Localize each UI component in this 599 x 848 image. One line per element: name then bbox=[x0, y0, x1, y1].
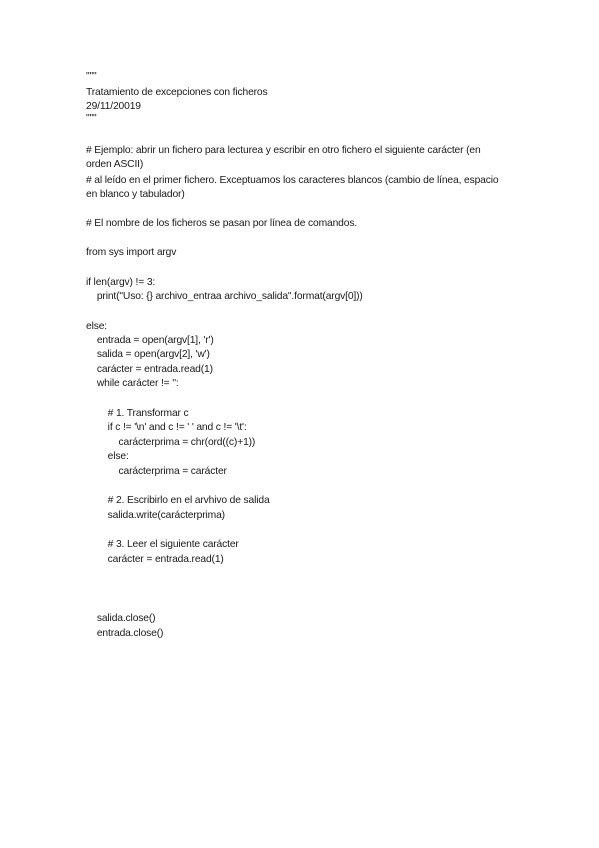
close-salida-line: salida.close() bbox=[86, 613, 156, 624]
read-line: carácter = entrada.read(1) bbox=[86, 364, 213, 375]
assign-line: carácterprima = carácter bbox=[86, 466, 227, 477]
doc-title: Tratamiento de excepciones con ficheros bbox=[86, 87, 268, 98]
doc-date: 29/11/20019 bbox=[86, 101, 141, 112]
import-line: from sys import argv bbox=[86, 247, 177, 258]
comment-step-3: # 3. Leer el siguiente carácter bbox=[86, 539, 239, 550]
write-line: salida.write(carácterprima) bbox=[86, 510, 225, 521]
salida-open-line: salida = open(argv[2], 'w') bbox=[86, 349, 210, 360]
comment-line-4: en blanco y tabulador) bbox=[86, 189, 185, 200]
else-line: else: bbox=[86, 321, 108, 332]
if-char-line: if c != '\n' and c != ' ' and c != '\t': bbox=[86, 422, 247, 433]
if-line: if len(argv) != 3: bbox=[86, 277, 156, 288]
close-entrada-line: entrada.close() bbox=[86, 628, 164, 639]
print-line: print("Uso: {} archivo_entraa archivo_salida".format(argv[0])) bbox=[86, 291, 363, 302]
transform-line: carácterprima = chr(ord((c)+1)) bbox=[86, 437, 256, 448]
inner-else-line: else: bbox=[86, 451, 129, 462]
comment-step-1: # 1. Transformar c bbox=[86, 408, 189, 419]
comment-line-5: # El nombre de los ficheros se pasan por línea de comandos. bbox=[86, 218, 358, 229]
comment-step-2: # 2. Escribirlo en el arvhivo de salida bbox=[86, 495, 270, 506]
entrada-open-line: entrada = open(argv[1], 'r') bbox=[86, 335, 214, 346]
docstring-close: """ bbox=[86, 113, 97, 124]
comment-line-3: # al leído en el primer fichero. Exceptuamos los caracteres blancos (cambio de línea, espacio bbox=[86, 175, 499, 186]
comment-line-2: orden ASCII) bbox=[86, 159, 144, 170]
docstring-open: """ bbox=[86, 71, 97, 82]
comment-line-1: # Ejemplo: abrir un fichero para lecturea y escribir en otro fichero el siguiente carácter (en bbox=[86, 145, 481, 156]
read-next-line: carácter = entrada.read(1) bbox=[86, 554, 224, 565]
while-line: while carácter != '': bbox=[86, 378, 179, 389]
